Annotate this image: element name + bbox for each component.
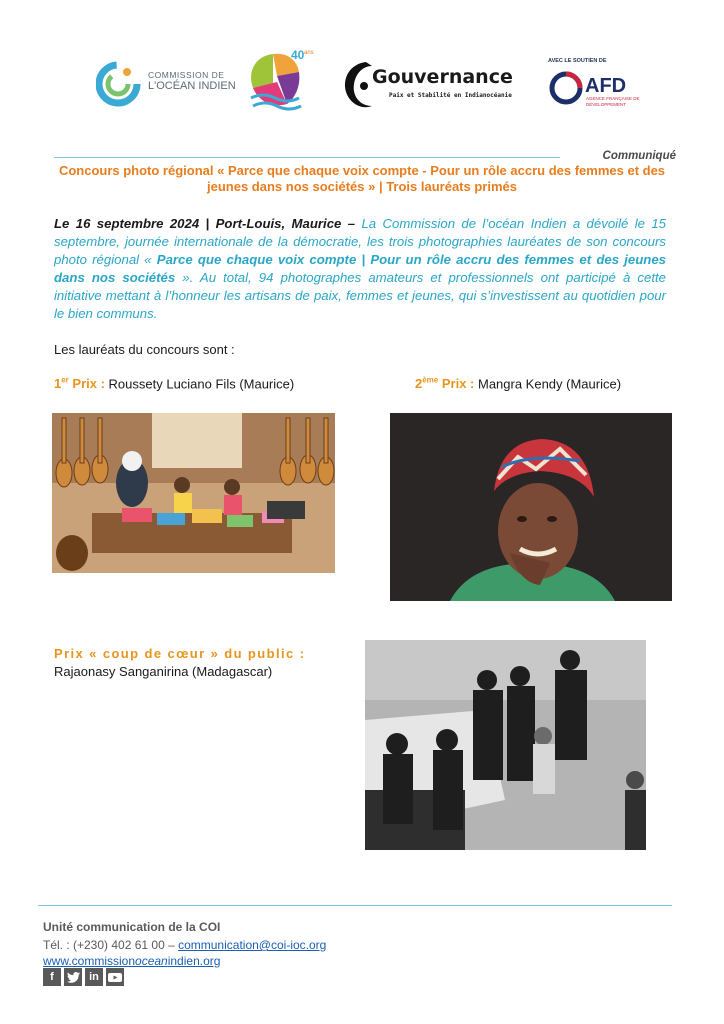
coi-line2: L'OCÉAN INDIEN — [148, 80, 236, 92]
prize1-winner: Roussety Luciano Fils (Maurice) — [104, 376, 295, 392]
anniversary-suffix: ans — [304, 50, 314, 56]
coi-line1: COMMISSION DE — [148, 70, 225, 80]
gouvernance-title: Gouvernance — [372, 66, 513, 88]
prize1-sup: er — [61, 376, 69, 385]
prize1-num: 1 — [54, 376, 62, 392]
intro-text-2: ». Au total, 94 photographes amateurs et professionnels ont participé à cette initiative mettant à l’honneur les artisans de paix, femmes et jeunes, qui s’investissent au quotidien pour le bien communs. — [54, 270, 666, 321]
youtube-icon[interactable] — [106, 968, 124, 986]
prize-public-favorite — [54, 645, 354, 681]
web-part-b: ocean — [135, 954, 168, 968]
photo-second-prize — [390, 413, 672, 601]
prize2-label: Prix : — [438, 376, 475, 392]
communique-label: Communiqué — [602, 150, 676, 162]
facebook-icon[interactable]: f — [43, 968, 61, 986]
prize2-num: 2 — [415, 376, 423, 392]
anniversary-number: 40 — [291, 48, 305, 62]
prize2-sup: ème — [422, 376, 439, 385]
afd-circle-icon — [548, 70, 584, 111]
afd-support-label: AVEC LE SOUTIEN DE — [548, 58, 607, 64]
photo-public-prize — [365, 640, 646, 850]
afd-name: AFD — [585, 75, 627, 97]
twitter-icon[interactable] — [64, 968, 82, 986]
web-part-c: indien.org — [167, 954, 221, 968]
footer-website-link[interactable] — [43, 954, 220, 968]
prize3-winner: Rajaonasy Sanganirina (Madagascar) — [54, 664, 273, 679]
intro-text-1: La Commission de l’océan Indien a dévoilé le 15 septembre, journée internationale de la démocratie, les trois photographies lauréates de son concours photo régional « — [54, 216, 667, 267]
intro-paragraph — [54, 215, 666, 323]
footer-rule — [38, 905, 672, 906]
footer-phone: Tél. : (+230) 402 61 00 – — [43, 938, 179, 952]
prize2-winner: Mangra Kendy (Maurice) — [474, 376, 622, 392]
prize-first — [54, 376, 294, 391]
headline: Concours photo régional « Parce que chaque voix compte - Pour un rôle accru des femmes et des jeunes dans nos sociétés » | Trois lauréats primés — [58, 163, 666, 194]
footer-title: Unité communication de la COI — [43, 920, 221, 934]
gouvernance-subtitle: Paix et Stabilité en Indianocéanie — [389, 92, 512, 99]
social-icons — [43, 968, 124, 986]
prize1-label: Prix : — [68, 376, 105, 392]
dateline: Le 16 septembre 2024 | Port-Louis, Maurice – — [54, 216, 356, 231]
footer-contact — [43, 938, 326, 952]
intro-bold: Parce que chaque voix compte | Pour un rôle accru des femmes et des jeunes dans nos sociétés — [54, 252, 666, 285]
prize-second — [415, 376, 621, 391]
header-rule — [54, 157, 560, 158]
afd-subtitle: AGENCE FRANÇAISE DE DÉVELOPPEMENT — [586, 96, 640, 107]
coi-logo-text — [148, 70, 236, 92]
laureates-intro: Les lauréats du concours sont : — [54, 342, 235, 357]
footer-email-link[interactable]: communication@coi-ioc.org — [178, 938, 327, 952]
photo-first-prize — [52, 413, 335, 573]
linkedin-icon[interactable]: in — [85, 968, 103, 986]
web-part-a: www.commission — [43, 954, 136, 968]
anniversary-logo — [243, 46, 321, 118]
prize3-label: Prix « coup de cœur » du public : — [54, 646, 306, 661]
